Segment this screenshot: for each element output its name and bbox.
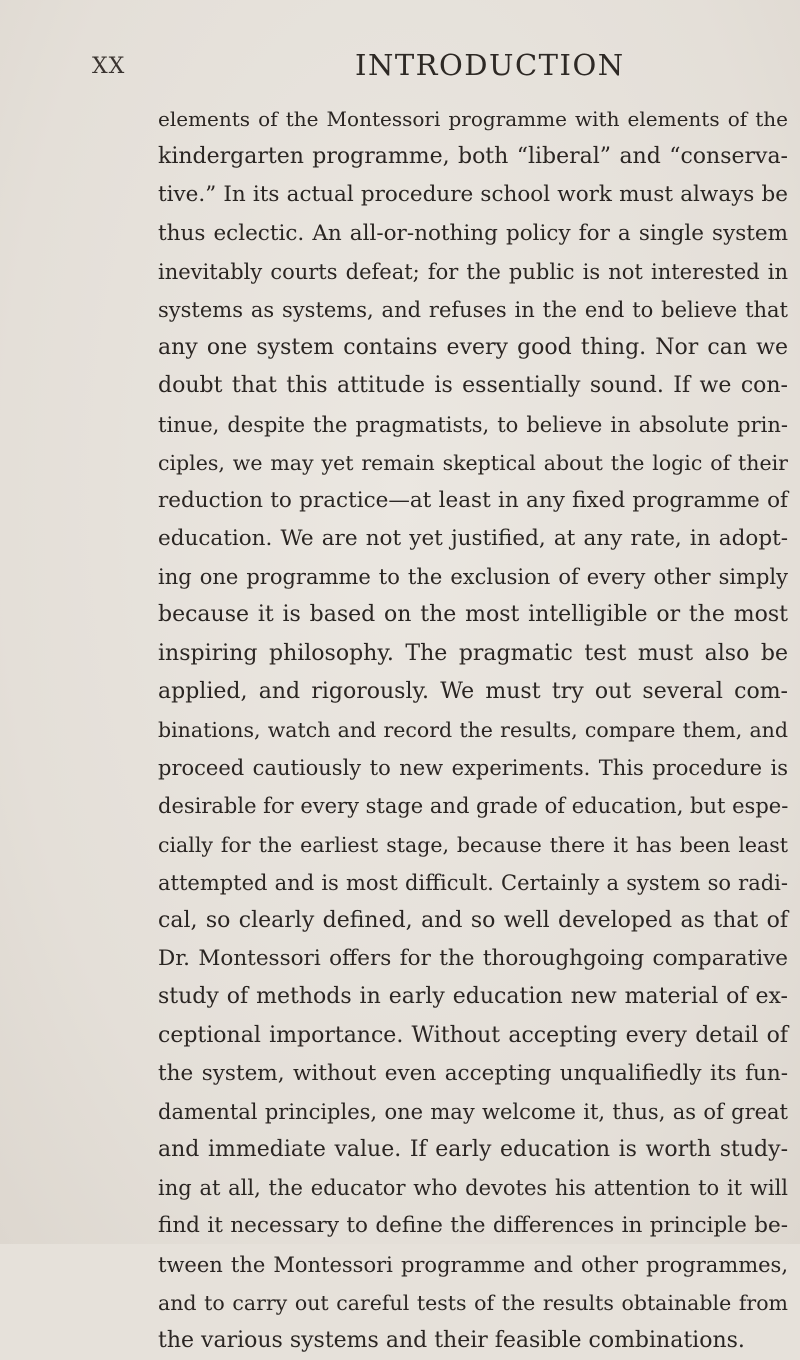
text-line: ciples, we may yet remain skeptical about the logic of their	[158, 450, 788, 475]
text-line: the system, without even accepting unqualifiedly its fun-	[158, 1060, 788, 1086]
text-line: systems as systems, and refuses in the end to believe that	[158, 297, 788, 322]
text-line: kindergarten programme, both “liberal” and “conserva-	[158, 144, 788, 170]
text-line: tinue, despite the pragmatists, to believe in absolute prin-	[158, 412, 788, 437]
page-header	[0, 48, 800, 88]
text-line: binations, watch and record the results, compare them, and	[158, 718, 788, 742]
text-line: proceed cautiously to new experiments. This procedure is	[158, 756, 788, 781]
text-line: desirable for every stage and grade of education, but espe-	[158, 794, 789, 819]
text-line: tween the Montessori programme and other programmes,	[158, 1252, 788, 1277]
text-line: damental principles, one may welcome it, thus, as of great	[158, 1099, 788, 1124]
text-line: applied, and rigorously. We must try out several com-	[158, 678, 788, 704]
running-head: INTRODUCTION	[355, 48, 625, 82]
text-line: reduction to practice—at least in any fixed programme of	[158, 487, 788, 513]
text-line: attempted and is most difficult. Certainly a system so radi-	[158, 870, 788, 895]
text-line: any one system contains every good thing. Nor can we	[158, 335, 788, 361]
text-line: cal, so clearly defined, and so well developed as that of	[158, 907, 788, 933]
text-line: find it necessary to define the differences in principle be-	[158, 1213, 788, 1239]
text-line: ing at all, the educator who devotes his attention to it will	[158, 1176, 788, 1201]
text-line: tive.” In its actual procedure school work must always be	[158, 182, 788, 208]
text-line: and immediate value. If early education is worth study-	[158, 1137, 788, 1163]
text-line: cially for the earliest stage, because there it has been least	[158, 832, 788, 857]
text-line: Dr. Montessori offers for the thoroughgoing comparative	[158, 946, 788, 972]
text-line: education. We are not yet justified, at any rate, in adopt-	[158, 526, 788, 552]
text-line: inevitably courts defeat; for the public is not interested in	[158, 259, 788, 284]
text-line: elements of the Montessori programme with elements of the	[158, 107, 788, 131]
page-number: XX	[92, 54, 126, 79]
text-line: ceptional importance. Without accepting every detail of	[158, 1022, 788, 1048]
text-line: because it is based on the most intelligible or the most	[158, 602, 788, 628]
text-line: inspiring philosophy. The pragmatic test must also be	[158, 640, 788, 666]
body-paragraph	[158, 100, 788, 1360]
text-line: and to carry out careful tests of the results obtainable from	[158, 1290, 788, 1315]
text-line: thus eclectic. An all-or-nothing policy for a single system	[158, 220, 788, 246]
text-line: the various systems and their feasible combinations.	[158, 1328, 745, 1353]
text-line: study of methods in early education new material of ex-	[158, 984, 788, 1010]
text-line: doubt that this attitude is essentially sound. If we con-	[158, 373, 788, 399]
text-line: ing one programme to the exclusion of every other simply	[158, 565, 788, 590]
